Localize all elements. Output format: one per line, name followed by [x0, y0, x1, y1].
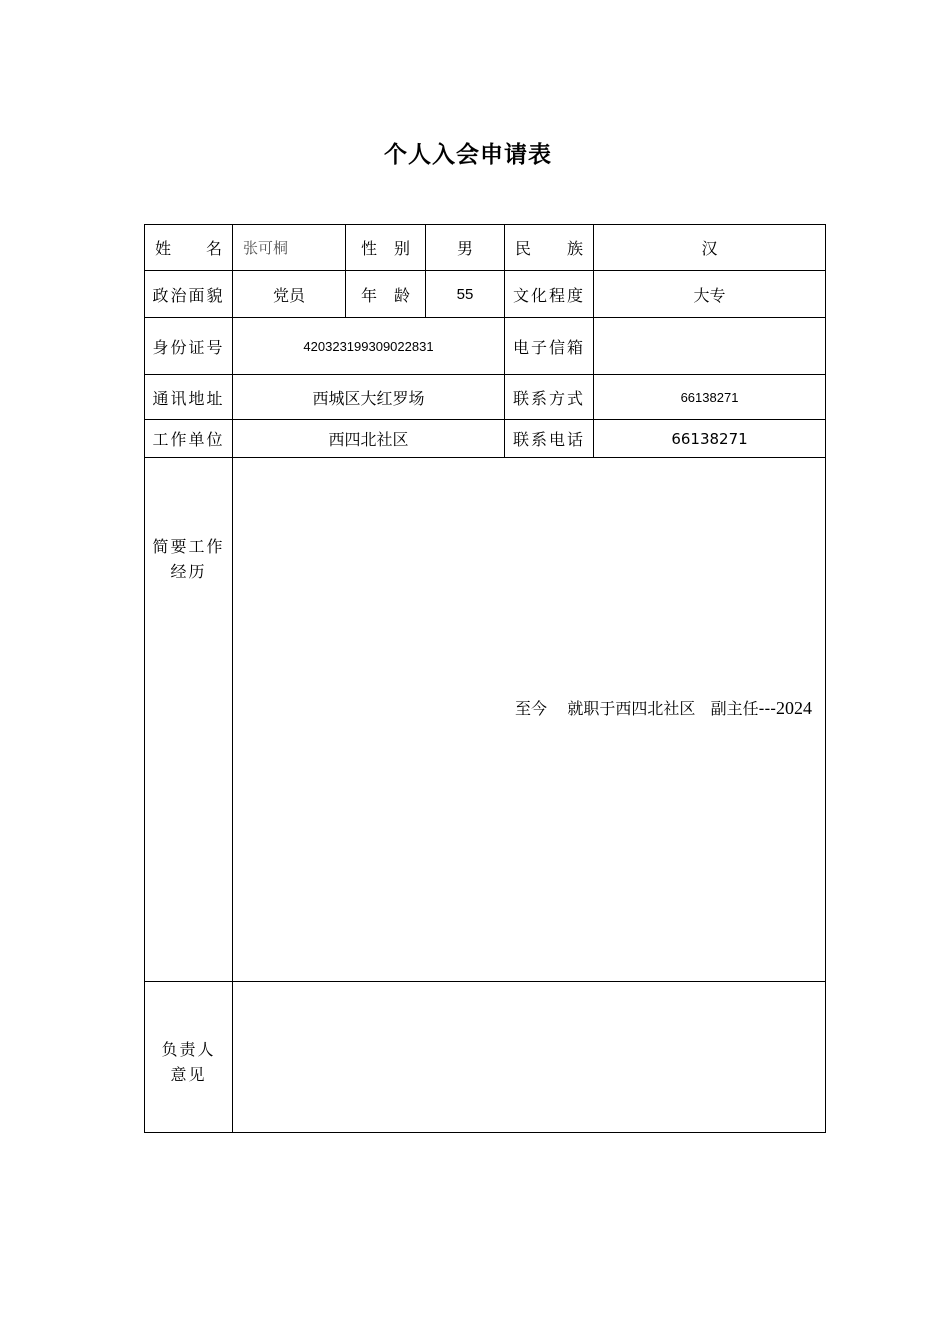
- work-history-label-line-1: 简要工作: [152, 537, 225, 556]
- work-unit-value[interactable]: 西四北社区: [233, 420, 505, 458]
- form-row-basic-info: [145, 225, 826, 271]
- supervisor-label-cell: [145, 982, 233, 1133]
- form-row-supervisor-opinion: [145, 982, 826, 1133]
- work-history-until: 至今: [515, 699, 548, 718]
- form-row-work-history: [145, 458, 826, 982]
- ethnicity-label-cell: [505, 225, 594, 271]
- work-history-year: 2024: [776, 698, 812, 718]
- id-number-value[interactable]: 420323199309022831: [233, 318, 505, 375]
- supervisor-label-line-1: 负责人: [161, 1040, 216, 1059]
- ethnicity-value[interactable]: 汉: [594, 225, 826, 271]
- form-row-work-unit: [145, 420, 826, 458]
- work-history-label-line-2: 经历: [170, 562, 207, 581]
- age-label-cell: [346, 271, 426, 318]
- contact-method-value[interactable]: 66138271: [594, 375, 826, 420]
- name-value[interactable]: 张可桐: [233, 225, 346, 271]
- phone-value[interactable]: 66138271: [594, 420, 826, 458]
- political-status-value[interactable]: 党员: [233, 271, 346, 318]
- application-form-table: [144, 224, 826, 1133]
- form-row-identity: [145, 318, 826, 375]
- form-row-address: [145, 375, 826, 420]
- education-label: 文化程度: [505, 271, 594, 318]
- name-label-char-1: 姓: [155, 239, 172, 258]
- email-label: 电子信箱: [505, 318, 594, 375]
- age-label-char-1: 年: [361, 285, 378, 305]
- education-value[interactable]: 大专: [594, 271, 826, 318]
- address-label: 通讯地址: [145, 375, 233, 420]
- name-label-char-2: 名: [205, 239, 222, 258]
- id-number-label: 身份证号: [145, 318, 233, 375]
- work-history-value-cell[interactable]: [233, 458, 826, 982]
- supervisor-label-line-2: 意见: [170, 1065, 207, 1084]
- ethnicity-label-char-1: 民: [515, 239, 532, 258]
- work-history-text: 就职于西四北社区: [567, 699, 696, 718]
- phone-label: 联系电话: [505, 420, 594, 458]
- gender-label-cell: [346, 225, 426, 271]
- work-history-label-cell: [145, 458, 233, 982]
- contact-method-label: 联系方式: [505, 375, 594, 420]
- email-value[interactable]: [594, 318, 826, 375]
- work-unit-label: 工作单位: [145, 420, 233, 458]
- work-history-entry: [515, 696, 812, 719]
- form-row-political-info: [145, 271, 826, 318]
- supervisor-opinion-value[interactable]: [233, 982, 826, 1133]
- gender-label-char-1: 性: [361, 239, 378, 258]
- work-history-role: 副主任---: [710, 699, 776, 718]
- political-status-label: 政治面貌: [145, 271, 233, 318]
- ethnicity-label-char-2: 族: [566, 239, 583, 258]
- gender-value[interactable]: 男: [426, 225, 505, 271]
- gender-label-char-2: 别: [393, 239, 410, 258]
- age-label-char-2: 龄: [393, 285, 410, 305]
- address-value[interactable]: 西城区大红罗场: [233, 375, 505, 420]
- page-title: 个人入会申请表: [384, 142, 552, 168]
- name-label-cell: [145, 225, 233, 271]
- age-value[interactable]: 55: [426, 271, 505, 318]
